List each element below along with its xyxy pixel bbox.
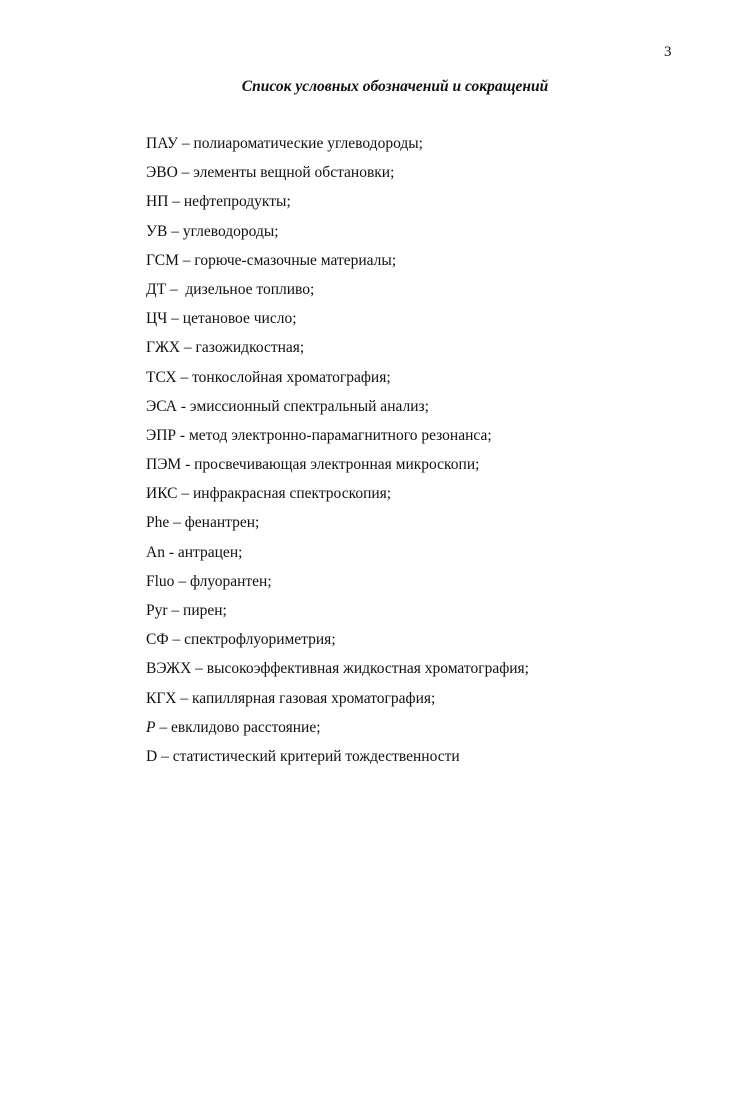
definition: статистический критерий тождественности (172, 747, 460, 765)
separator: - (181, 456, 195, 474)
abbreviation: Phe (146, 514, 170, 532)
abbreviation: ТСХ (146, 368, 177, 386)
separator: – (168, 631, 185, 649)
list-item (146, 601, 706, 630)
definition: цетановое число; (182, 310, 297, 328)
separator: – (167, 310, 183, 328)
abbreviation: ВЭЖХ (146, 660, 192, 678)
definition: просвечивающая электронная микроскопи; (194, 456, 480, 474)
abbreviation: ГСМ (146, 251, 179, 269)
list-item (146, 338, 706, 367)
list-item (146, 368, 706, 397)
definition: высокоэффективная жидкостная хроматография; (206, 660, 529, 678)
list-item (146, 222, 706, 251)
abbreviation: КГХ (146, 689, 177, 707)
list-item (146, 397, 706, 426)
separator: - (177, 397, 190, 415)
abbreviation: ГЖХ (146, 339, 181, 357)
definition: инфракрасная спектроскопия; (192, 485, 392, 503)
definition: флуорантен; (189, 572, 272, 590)
abbreviation: ПАУ (146, 135, 178, 152)
definition: полиароматические углеводороды; (193, 135, 423, 152)
list-item (146, 163, 706, 192)
abbreviation: Fluo (146, 572, 175, 590)
definition: углеводороды; (182, 222, 279, 240)
list-item (146, 455, 706, 484)
definition: тонкослойная хроматография; (192, 368, 391, 386)
abbreviation: УВ (146, 222, 168, 240)
separator: – (176, 368, 193, 386)
abbreviation: An (146, 543, 165, 561)
abbreviation: D (146, 747, 158, 765)
definition: эмиссионный спектральный анализ; (189, 397, 429, 415)
page-title: Список условных обозначений и сокращений (241, 78, 549, 95)
abbreviation-list (146, 134, 706, 776)
page-number: 3 (664, 44, 672, 60)
list-item (146, 192, 706, 221)
definition: пирен; (183, 602, 227, 619)
list-item (146, 280, 706, 309)
list-item (146, 659, 706, 688)
definition: метод электронно-парамагнитного резонанса; (188, 426, 492, 444)
list-item (146, 630, 706, 659)
list-item (146, 426, 706, 455)
abbreviation: ЭПР (146, 426, 177, 444)
separator: – (177, 485, 193, 503)
abbreviation: P (146, 718, 156, 736)
abbreviation: ДТ (146, 280, 167, 298)
abbreviation: Pyr (146, 602, 168, 619)
list-item (146, 689, 706, 718)
definition: газожидкостная; (195, 339, 305, 357)
separator: – (180, 339, 196, 357)
list-item (146, 718, 706, 747)
separator: – (168, 193, 184, 211)
abbreviation: НП (146, 193, 169, 211)
definition: антрацен; (177, 543, 243, 561)
abbreviation: ПЭМ (146, 456, 182, 474)
list-item (146, 484, 706, 513)
definition: фенантрен; (184, 514, 260, 532)
list-item (146, 251, 706, 280)
definition: спектрофлуориметрия; (184, 631, 336, 649)
separator: – (169, 514, 185, 532)
definition: капиллярная газовая хроматография; (192, 689, 436, 707)
separator: – (167, 222, 183, 240)
abbreviation: ЦЧ (146, 310, 168, 328)
abbreviation: ЭВО (146, 164, 178, 182)
definition: евклидово расстояние; (170, 718, 321, 736)
definition: элементы вещной обстановки; (193, 164, 395, 182)
separator: – (157, 747, 173, 765)
separator: – (177, 164, 194, 182)
list-item (146, 134, 706, 163)
abbreviation: ИКС (146, 485, 178, 503)
separator: – (178, 135, 194, 152)
list-item (146, 513, 706, 542)
separator: – (176, 689, 192, 707)
list-item (146, 309, 706, 338)
separator: – (166, 280, 186, 298)
separator: - (176, 426, 189, 444)
list-item (146, 747, 706, 776)
separator: – (155, 718, 171, 736)
list-item (146, 572, 706, 601)
abbreviation: ЭСА (146, 397, 177, 415)
separator: – (191, 660, 207, 678)
abbreviation: СФ (146, 631, 169, 649)
separator: – (178, 251, 195, 269)
separator: - (164, 543, 178, 561)
definition: нефтепродукты; (183, 193, 291, 211)
separator: – (167, 602, 184, 619)
list-item (146, 543, 706, 572)
definition: дизельное топливо; (185, 280, 315, 298)
separator: – (174, 572, 190, 590)
definition: горюче-смазочные материалы; (194, 251, 397, 269)
